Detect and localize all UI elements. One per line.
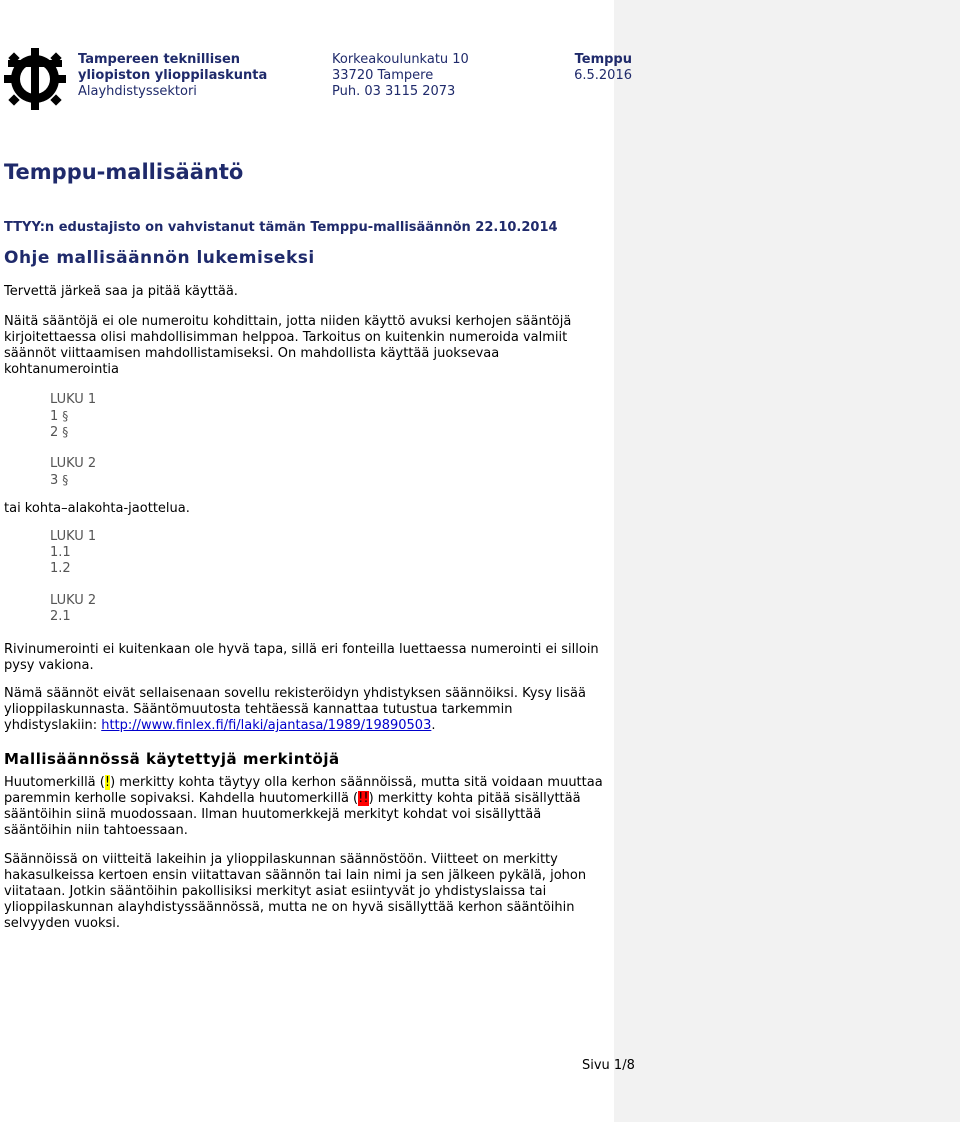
- org-name-line2: yliopiston ylioppilaskunta: [78, 68, 268, 83]
- phone-number: Puh. 03 3115 2073: [332, 84, 456, 99]
- section-heading-reading-guide: Ohje mallisäännön lukemiseksi: [4, 248, 315, 268]
- numbering-example-subsections: [50, 529, 96, 625]
- paragraph-line-numbering: Rivinumerointi ei kuitenkaan ole hyvä tapa, sillä eri fonteilla luettaessa numerointi ei silloin pysy vakiona.: [4, 642, 599, 673]
- list-item: 1 §: [50, 409, 69, 424]
- doc-info-block: [560, 52, 632, 84]
- section-sign: §: [62, 409, 69, 423]
- org-sector: Alayhdistyssektori: [78, 84, 197, 99]
- double-exclamation-mark: !!: [358, 791, 369, 806]
- list-item: 2 §: [50, 425, 69, 440]
- single-exclamation-mark: !: [104, 775, 111, 790]
- page-margin-panel: [614, 0, 960, 1122]
- list-item: 3 §: [50, 473, 69, 488]
- ttyy-logo-icon: [2, 46, 68, 112]
- list-item: LUKU 2: [50, 593, 97, 608]
- paragraph-common-sense: Tervettä järkeä saa ja pitää käyttää.: [4, 284, 238, 299]
- numbering-example-continuous: [50, 392, 96, 488]
- address-block: [332, 52, 469, 100]
- section-heading-markings: Mallisäännössä käytettyjä merkintöjä: [4, 750, 340, 768]
- finlex-link[interactable]: http://www.finlex.fi/fi/laki/ajantasa/1989/19890503: [101, 718, 432, 733]
- approval-note: TTYY:n edustajisto on vahvistanut tämän Temppu-mallisäännön 22.10.2014: [4, 220, 558, 235]
- page-title: Temppu-mallisääntö: [4, 160, 244, 184]
- page-number: Sivu 1/8: [582, 1058, 635, 1073]
- paragraph-references: Säännöissä on viitteitä lakeihin ja ylioppilaskunnan säännöstöön. Viitteet on merkitty hakasulkeissa kertoen ensin viitattavan säännön tai lain nimi ja sen jälkeen pykälä, johon viitataan. Jotkin sääntöihin pakollisiksi merkityt asiat esiintyvät jo yhdistyslaissa tai ylioppilaskunnan alayhdistyssäännössä, mutta ne on hyvä sisällyttää kerhon sääntöihin selvyyden vuoksi.: [4, 852, 587, 931]
- paragraph-numbering: Näitä sääntöjä ei ole numeroitu kohdittain, jotta niiden käyttö avuksi kerhojen sääntöjä kirjoitettaessa olisi mahdollisimman helppoa. Tarkoitus on kuitenkin numeroida valmiit säännöt viittaamisen mahdollistamiseksi. On mahdollista käyttää juoksevaa kohtanumerointia: [4, 314, 572, 377]
- list-item: 2.1: [50, 609, 71, 624]
- section-sign: §: [62, 425, 69, 439]
- doc-name: Temppu: [574, 52, 632, 67]
- paragraph-exclamation-marks: Huutomerkillä (!) merkitty kohta täytyy olla kerhon säännöissä, mutta sitä voidaan muuttaa paremmin kerholle sopivaksi. Kahdella huutomerkillä (!!) merkitty kohta pitää sisällyttää sääntöihin siinä muodossaan. Ilman huutomerkkejä merkityt kohdat voi sisällyttää sääntöihin niin tahtoessaan.: [4, 775, 603, 838]
- paragraph-subsection-alt: tai kohta–alakohta-jaottelua.: [4, 501, 190, 516]
- org-name-line1: Tampereen teknillisen: [78, 52, 241, 67]
- list-item: LUKU 1: [50, 392, 97, 407]
- list-item: LUKU 2: [50, 456, 97, 471]
- list-item: 1.1: [50, 545, 71, 560]
- list-item: 1.2: [50, 561, 71, 576]
- street-address: Korkeakoulunkatu 10: [332, 52, 469, 67]
- list-item: LUKU 1: [50, 529, 97, 544]
- paragraph-registered-association: Nämä säännöt eivät sellaisenaan sovellu rekisteröidyn yhdistyksen säännöiksi. Kysy lisää ylioppilaskunnasta. Sääntömuutosta tehtäessä kannattaa tutustua tarkemmin yhdistyslakiin: http://www.finlex.fi/fi/laki/ajantasa/1989/19890503.: [4, 686, 586, 733]
- section-sign: §: [62, 473, 69, 487]
- postal-address: 33720 Tampere: [332, 68, 434, 83]
- organization-block: [78, 52, 267, 100]
- doc-date: 6.5.2016: [574, 68, 632, 83]
